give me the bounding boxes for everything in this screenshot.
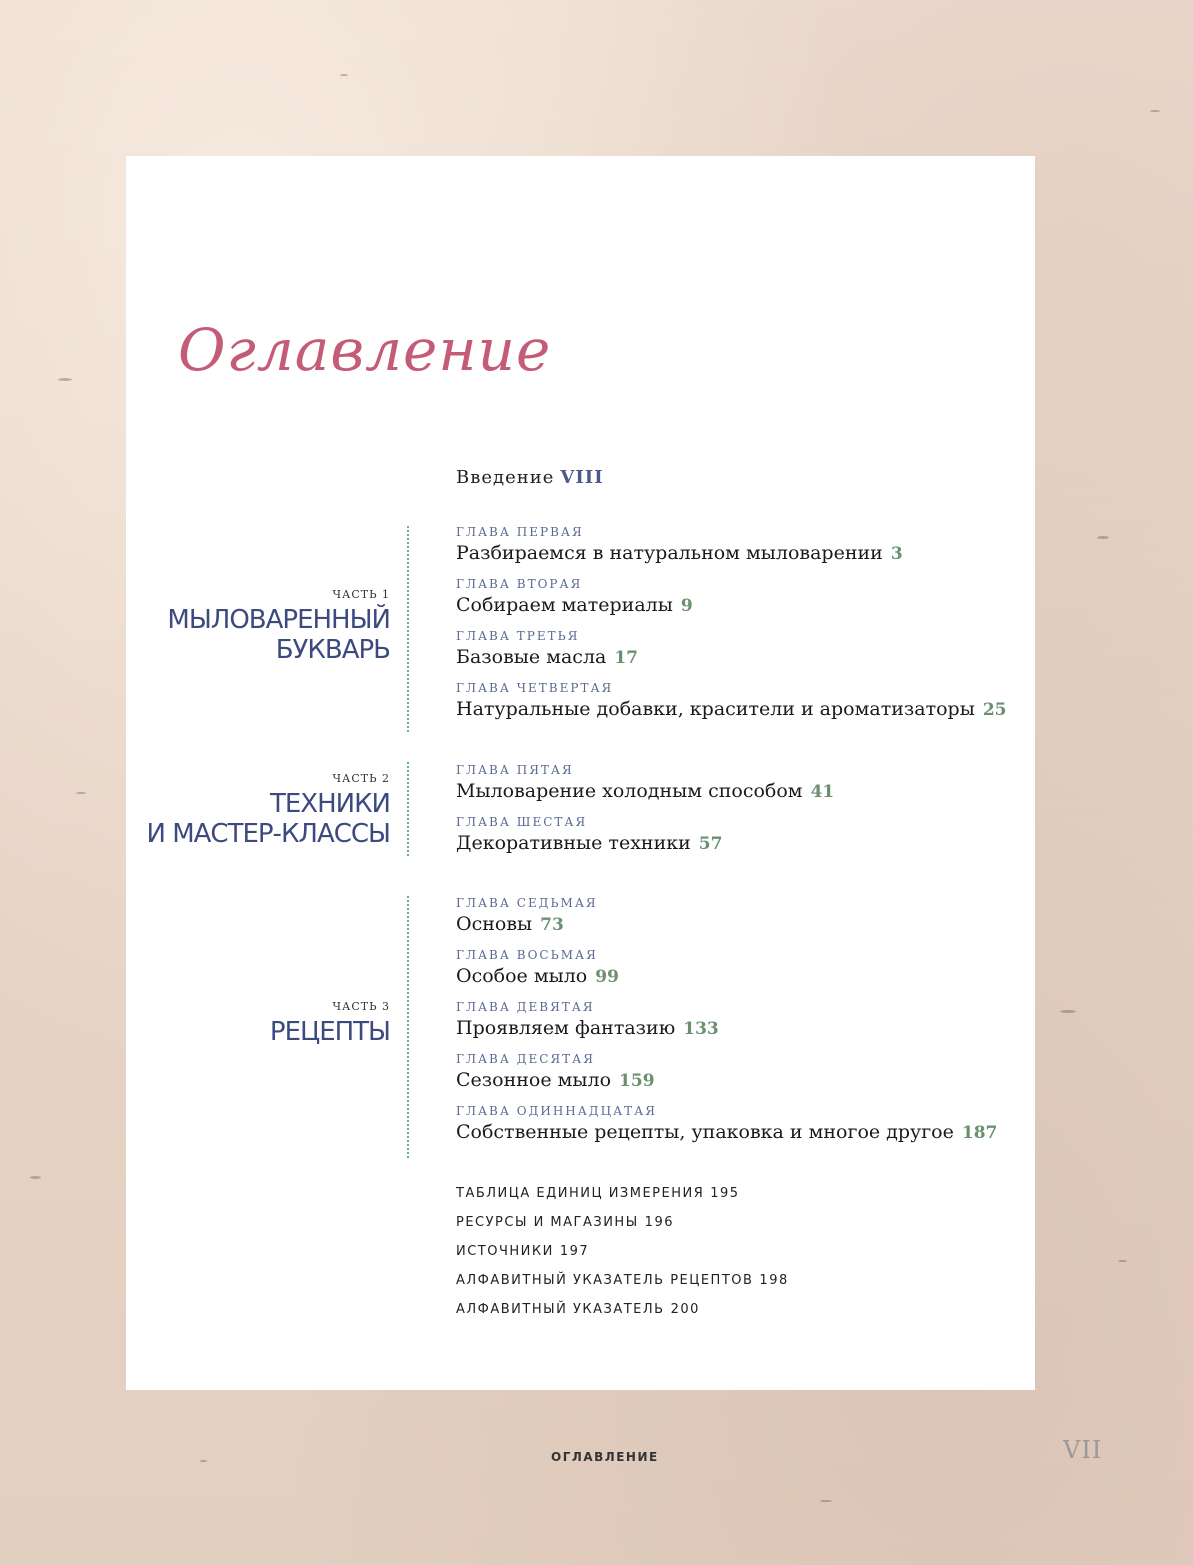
toc-entry-appendix-4[interactable] <box>456 1271 789 1300</box>
chapter-page-number: 9 <box>680 596 693 616</box>
appendix-list <box>456 1184 789 1329</box>
chapter-label: ГЛАВА ТРЕТЬЯ <box>456 629 580 643</box>
appendix-label: АЛФАВИТНЫЙ УКАЗАТЕЛЬ РЕЦЕПТОВ <box>456 1273 754 1288</box>
toc-entry-appendix-5[interactable] <box>456 1300 789 1329</box>
part-3-name-line-1: РЕЦЕПТЫ <box>269 1017 390 1047</box>
appendix-label: ТАБЛИЦА ЕДИНИЦ ИЗМЕРЕНИЯ <box>456 1186 705 1201</box>
chapter-label: ГЛАВА ДЕСЯТАЯ <box>456 1052 595 1066</box>
chapter-label: ГЛАВА ОДИННАДЦАТАЯ <box>456 1104 657 1118</box>
part-2-chapter-list <box>456 762 834 866</box>
part-3-chapter-list <box>456 895 997 1155</box>
chapter-title: Разбираемся в натуральном мыловарении <box>456 542 883 564</box>
part-1-heading <box>167 588 390 665</box>
chapter-label: ГЛАВА ШЕСТАЯ <box>456 815 588 829</box>
chapter-label: ГЛАВА ДЕВЯТАЯ <box>456 1000 595 1014</box>
toc-entry-chapter-2[interactable] <box>456 576 1007 628</box>
toc-entry-chapter-11[interactable] <box>456 1103 997 1155</box>
chapter-page-number: 73 <box>540 915 564 935</box>
chapter-page-number: 25 <box>982 700 1007 720</box>
toc-entry-appendix-1[interactable] <box>456 1184 789 1213</box>
chapter-page-number: 99 <box>595 967 619 987</box>
toc-entry-chapter-10[interactable] <box>456 1051 997 1103</box>
part-2-heading <box>146 772 390 849</box>
toc-entry-chapter-6[interactable] <box>456 814 834 866</box>
toc-entry-chapter-4[interactable] <box>456 680 1007 732</box>
toc-entry-chapter-5[interactable] <box>456 762 834 814</box>
part-3-dotted-rule <box>407 896 409 1158</box>
chapter-label: ГЛАВА ПЯТАЯ <box>456 763 574 777</box>
part-1-dotted-rule <box>407 526 409 732</box>
chapter-page-number: 3 <box>890 544 903 564</box>
toc-entry-appendix-2[interactable] <box>456 1213 789 1242</box>
part-1-name-line-1: МЫЛОВАРЕННЫЙ <box>167 605 390 635</box>
toc-entry-chapter-1[interactable] <box>456 524 1007 576</box>
chapter-title: Натуральные добавки, красители и ароматизаторы <box>456 698 975 720</box>
chapter-label: ГЛАВА ВТОРАЯ <box>456 577 583 591</box>
part-1-name-line-2: БУКВАРЬ <box>275 635 390 665</box>
appendix-label: АЛФАВИТНЫЙ УКАЗАТЕЛЬ <box>456 1302 665 1317</box>
toc-entry-chapter-7[interactable] <box>456 895 997 947</box>
part-1-chapter-list <box>456 524 1007 732</box>
chapter-page-number: 17 <box>614 648 639 668</box>
chapter-title: Базовые масла <box>456 646 607 668</box>
toc-entry-chapter-8[interactable] <box>456 947 997 999</box>
page-title: Оглавление <box>178 316 552 384</box>
chapter-title: Сезонное мыло <box>456 1069 612 1091</box>
chapter-title: Декоративные техники <box>456 832 691 854</box>
part-2-dotted-rule <box>407 762 409 856</box>
part-2-name-line-2: И МАСТЕР-КЛАССЫ <box>146 819 390 849</box>
intro-page-number: VIII <box>560 467 604 488</box>
chapter-label: ГЛАВА ВОСЬМАЯ <box>456 948 598 962</box>
chapter-page-number: 187 <box>961 1123 998 1143</box>
chapter-title: Мыловарение холодным способом <box>456 780 803 802</box>
contents-panel <box>126 156 1035 1390</box>
chapter-page-number: 133 <box>683 1019 719 1039</box>
toc-entry-appendix-3[interactable] <box>456 1242 789 1271</box>
toc-entry-chapter-3[interactable] <box>456 628 1007 680</box>
appendix-page-number: 197 <box>559 1244 590 1259</box>
chapter-page-number: 41 <box>810 782 835 802</box>
chapter-page-number: 159 <box>619 1071 655 1091</box>
appendix-page-number: 195 <box>710 1186 740 1201</box>
chapter-title: Собственные рецепты, упаковка и многое другое <box>456 1121 954 1143</box>
chapter-label: ГЛАВА ПЕРВАЯ <box>456 525 584 539</box>
appendix-page-number: 198 <box>759 1273 789 1288</box>
chapter-page-number: 57 <box>698 834 723 854</box>
chapter-title: Собираем материалы <box>456 594 673 616</box>
part-2-name-line-1: ТЕХНИКИ <box>269 789 390 819</box>
running-head: ОГЛАВЛЕНИЕ <box>551 1450 659 1464</box>
part-1-label: ЧАСТЬ 1 <box>332 588 390 601</box>
chapter-label: ГЛАВА ЧЕТВЕРТАЯ <box>456 681 614 695</box>
chapter-label: ГЛАВА СЕДЬМАЯ <box>456 896 598 910</box>
appendix-page-number: 196 <box>644 1215 674 1230</box>
chapter-title: Проявляем фантазию <box>456 1017 676 1039</box>
toc-entry-chapter-9[interactable] <box>456 999 997 1051</box>
appendix-label: ИСТОЧНИКИ <box>456 1244 554 1259</box>
toc-entry-intro[interactable] <box>456 467 604 488</box>
appendix-page-number: 200 <box>670 1302 700 1317</box>
part-3-label: ЧАСТЬ 3 <box>332 1000 390 1013</box>
chapter-title: Основы <box>456 913 533 935</box>
part-3-heading <box>270 1000 390 1047</box>
intro-label: Введение <box>456 467 555 488</box>
page-folio: VII <box>1063 1436 1103 1464</box>
part-2-label: ЧАСТЬ 2 <box>332 772 390 785</box>
chapter-title: Особое мыло <box>456 965 588 987</box>
appendix-label: РЕСУРСЫ И МАГАЗИНЫ <box>456 1215 639 1230</box>
